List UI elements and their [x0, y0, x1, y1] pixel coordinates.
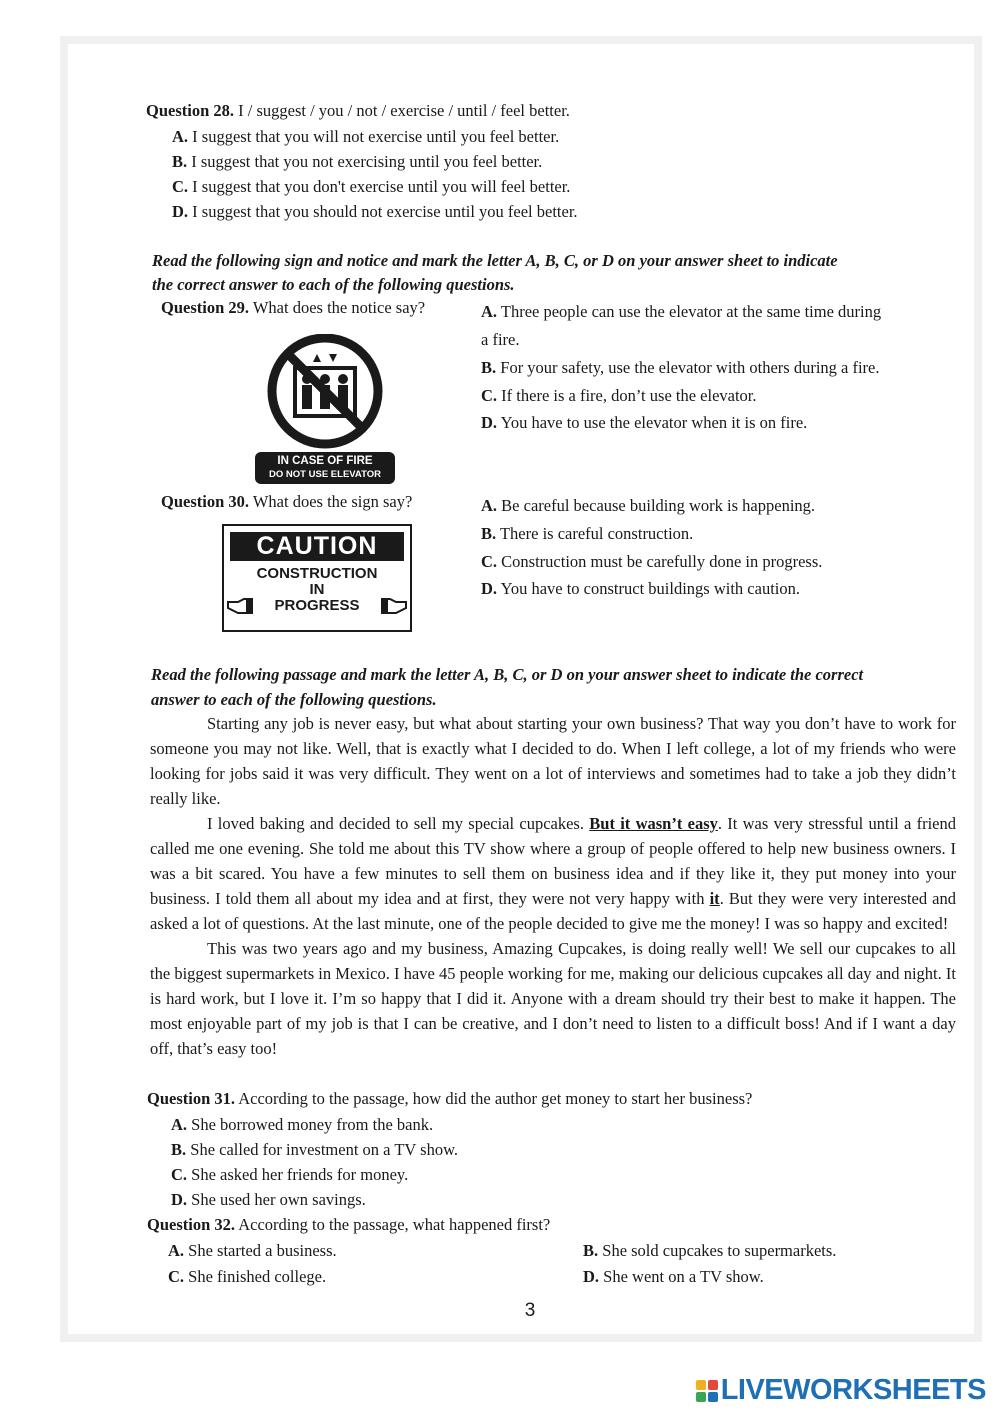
- question-prompt: According to the passage, what happened first?: [238, 1215, 551, 1234]
- option-text: Be careful because building work is happening.: [501, 496, 816, 515]
- option-31-c[interactable]: [171, 1165, 408, 1185]
- underlined-word: it: [709, 889, 720, 908]
- fire-sign-line: IN CASE OF FIRE: [277, 455, 373, 467]
- question-31: [147, 1089, 752, 1109]
- option-29-d[interactable]: [481, 413, 807, 433]
- option-text: For your safety, use the elevator with others during a fire.: [500, 358, 880, 377]
- question-30: [161, 492, 412, 512]
- question-label: Question 29.: [161, 298, 250, 317]
- option-32-d[interactable]: [583, 1267, 764, 1287]
- option-text: If there is a fire, don’t use the elevator.: [501, 386, 757, 405]
- option-letter: D.: [583, 1267, 600, 1286]
- underlined-phrase: But it wasn’t easy: [589, 814, 718, 833]
- option-text: I suggest that you don't exercise until you will feel better.: [192, 177, 571, 196]
- question-prompt: What does the sign say?: [252, 492, 413, 511]
- option-text: She finished college.: [188, 1267, 327, 1286]
- question-prompt: I / suggest / you / not / exercise / until / feel better.: [238, 101, 570, 120]
- instructions-line: the correct answer to each of the following questions.: [152, 275, 515, 294]
- passage-paragraph: Starting any job is never easy, but what about starting your own business? That way you don’t have to work for someone you may not like. Well, that is exactly what I decided to do. When I left college, a lot of my friends who were looking for jobs said it was very difficult. They went on a lot of interviews and sometimes had to take a job they didn’t really like.: [150, 714, 956, 808]
- fire-sign-label: [255, 452, 395, 484]
- passage-paragraph: This was two years ago and my business, Amazing Cupcakes, is doing really well! We sell our cupcakes to all the biggest supermarkets in Mexico. I have 45 people working for me, making our delicious cupcakes all day and night. It is hard work, but I love it. I’m so happy that I did it. Anyone with a dream should try their best to make it happen. The most enjoyable part of my job is that I can be creative, and I don’t need to listen to a difficult boss! And if I want a day off, that’s easy too!: [150, 939, 956, 1058]
- option-letter: C.: [172, 177, 189, 196]
- option-31-d[interactable]: [171, 1190, 366, 1210]
- reading-passage: [150, 711, 956, 1061]
- liveworksheets-logo[interactable]: [696, 1374, 986, 1407]
- option-28-b[interactable]: [172, 152, 542, 172]
- question-28: [146, 101, 570, 121]
- option-28-d[interactable]: [172, 202, 578, 222]
- question-29: [161, 298, 425, 318]
- question-prompt: What does the notice say?: [252, 298, 426, 317]
- caution-sign-line: PROGRESS: [274, 597, 360, 614]
- option-29-a[interactable]: [481, 302, 881, 322]
- option-text: She used her own savings.: [191, 1190, 366, 1209]
- option-letter: D.: [481, 413, 498, 432]
- question-label: Question 30.: [161, 492, 250, 511]
- option-letter: D.: [171, 1190, 188, 1209]
- option-letter: C.: [168, 1267, 185, 1286]
- passage-text: . It was very stressful until a friend called me one evening. She told me about this TV show where a group of people offered to help new business owners. I was a bit scared. You have a few minutes to sell them on business idea and if they like it, they put money into your business. I told them all about my idea and at first, they were not very happy with: [150, 814, 957, 908]
- option-text: She borrowed money from the bank.: [191, 1115, 434, 1134]
- option-text: I suggest that you should not exercise until you feel better.: [192, 202, 578, 221]
- option-letter: A.: [481, 302, 498, 321]
- fire-sign-line: DO NOT USE ELEVATOR: [269, 469, 381, 480]
- option-letter: B.: [481, 358, 497, 377]
- pointing-hand-icon: [226, 598, 256, 618]
- option-text: I suggest that you not exercising until you feel better.: [191, 152, 543, 171]
- question-32: [147, 1215, 550, 1235]
- option-text: She went on a TV show.: [603, 1267, 764, 1286]
- option-text: She sold cupcakes to supermarkets.: [602, 1241, 837, 1260]
- option-letter: A.: [171, 1115, 188, 1134]
- instructions-line: answer to each of the following questions.: [151, 690, 437, 709]
- question-label: Question 32.: [147, 1215, 236, 1234]
- option-30-c[interactable]: [481, 552, 822, 572]
- option-32-b[interactable]: [583, 1241, 836, 1261]
- caution-sign-head: CAUTION: [230, 532, 404, 561]
- caution-sign-line: CONSTRUCTION: [256, 565, 378, 582]
- option-29-a-cont: a fire.: [481, 330, 520, 349]
- option-text: She asked her friends for money.: [191, 1165, 409, 1184]
- option-text: Three people can use the elevator at the same time during: [500, 302, 882, 321]
- liveworksheets-icon: [696, 1380, 718, 1402]
- passage-text: I loved baking and decided to sell my special cupcakes.: [207, 814, 584, 833]
- option-text: You have to use the elevator when it is on fire.: [500, 413, 808, 432]
- option-30-b[interactable]: [481, 524, 693, 544]
- option-letter: B.: [481, 524, 497, 543]
- option-letter: C.: [481, 552, 498, 571]
- option-text: She called for investment on a TV show.: [190, 1140, 459, 1159]
- option-text: You have to construct buildings with caution.: [500, 579, 800, 598]
- option-letter: A.: [481, 496, 498, 515]
- option-32-a[interactable]: [168, 1241, 337, 1261]
- option-text: She started a business.: [188, 1241, 337, 1260]
- no-elevator-sign-icon: [255, 334, 395, 449]
- question-prompt: According to the passage, how did the author get money to start her business?: [238, 1089, 753, 1108]
- option-letter: A.: [168, 1241, 185, 1260]
- option-30-d[interactable]: [481, 579, 800, 599]
- instructions-line: Read the following passage and mark the letter A, B, C, or D on your answer sheet to indicate the correct: [151, 665, 864, 684]
- caution-sign: [222, 524, 412, 632]
- option-31-a[interactable]: [171, 1115, 433, 1135]
- passage-text: . But they were very interested and asked a lot of questions. At the last minute, one of the people decided to give me the money! I was so happy and excited!: [150, 889, 956, 933]
- option-29-c[interactable]: [481, 386, 757, 406]
- option-letter: B.: [171, 1140, 187, 1159]
- brand-name: LIVEWORKSHEETS: [720, 1374, 986, 1406]
- option-letter: C.: [171, 1165, 188, 1184]
- pointing-hand-icon: [378, 598, 408, 618]
- option-letter: D.: [481, 579, 498, 598]
- option-text: Construction must be carefully done in progress.: [501, 552, 823, 571]
- caution-sign-line: IN: [309, 581, 325, 598]
- option-letter: A.: [172, 127, 189, 146]
- caution-sign-body: [224, 566, 410, 614]
- passage-paragraph: [150, 811, 956, 936]
- question-label: Question 31.: [147, 1089, 236, 1108]
- option-text: I suggest that you will not exercise until you feel better.: [192, 127, 560, 146]
- page-number: 3: [524, 1300, 536, 1321]
- option-28-a[interactable]: [172, 127, 559, 147]
- option-30-a[interactable]: [481, 496, 815, 516]
- instructions-line: Read the following sign and notice and mark the letter A, B, C, or D on your answer sheet to indicate: [152, 251, 838, 270]
- option-letter: B.: [172, 152, 188, 171]
- option-28-c[interactable]: [172, 177, 570, 197]
- question-label: Question 28.: [146, 101, 235, 120]
- option-letter: D.: [172, 202, 189, 221]
- option-letter: C.: [481, 386, 498, 405]
- option-32-c[interactable]: [168, 1267, 326, 1287]
- option-31-b[interactable]: [171, 1140, 458, 1160]
- option-letter: B.: [583, 1241, 599, 1260]
- option-text: There is careful construction.: [499, 524, 694, 543]
- option-29-b[interactable]: [481, 358, 880, 378]
